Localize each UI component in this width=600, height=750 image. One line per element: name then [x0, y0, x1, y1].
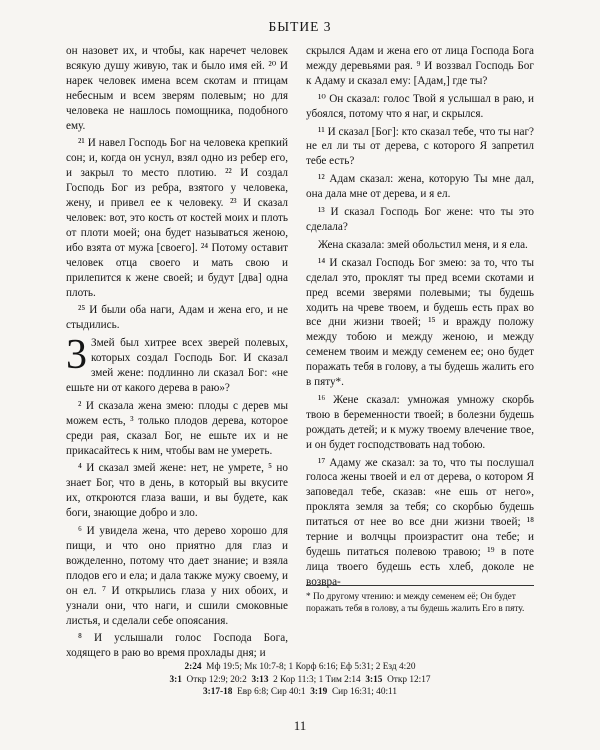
footnote-divider: [306, 585, 534, 586]
xref-text: Евр 6:8; Сир 40:1: [237, 687, 306, 698]
xref-ref: 3:15: [365, 674, 383, 685]
xref-line: [60, 686, 540, 699]
paragraph: ¹¹ И сказал [Бог]: кто сказал тебе, что ты наг? не ел ли ты от дерева, с которого Я запретил тебе есть?: [306, 125, 534, 168]
right-column: [306, 44, 534, 593]
xref-text: 2 Кор 11:3; 1 Тим 2:14: [273, 674, 361, 685]
paragraph: ¹⁷ Адаму же сказал: за то, что ты послушал голоса жены твоей и ел от дерева, о котором Я заповедал тебе, сказав: «не ешь от него», проклята земля за тебя; со скорбью будешь питаться от нее во все дни жизни твоей; ¹⁸ терние и волчцы произрастит она тебе; и будешь питаться полевою травою; ¹⁹ в поте лица твоего будешь есть хлеб, доколе не возвра-: [306, 456, 534, 588]
xref-ref: 2:24: [184, 662, 202, 672]
paragraph: ⁸ И услышали голос Господа Бога, ходящего в раю во время прохлады дня; и: [66, 632, 288, 660]
paragraph: Жена сказала: змей обольстил меня, и я ела.: [318, 238, 528, 251]
chapter-start-paragraph: [66, 332, 288, 396]
chapter-drop-cap: 3: [66, 332, 87, 379]
paragraph: ² И сказала жена змею: плоды с дерев мы можем есть, ³ только плодов дерева, которое среди рая, сказал Бог, не ешьте их и не прикасайтесь к ним, чтобы вам не умереть.: [66, 399, 288, 457]
paragraph: ⁶ И увидела жена, что дерево хорошо для пищи, и что оно приятно для глаз и вожделенно, потому что дает знание; и взяла плодов его и ела; и дала также мужу своему, и он ел. ⁷ И открылись глаза у них обоих, и узнали они, что наги, и сшили смоковные листья, и сделали себе опоясания.: [66, 525, 288, 627]
paragraph-text: Змей был хитрее всех зверей полевых, которых создал Господь Бог. И сказал змей жене: подлинно ли сказал Бог: «не ешьте ни от какого дерева в раю»?: [66, 337, 288, 394]
xref-text: Откр 12:17: [387, 674, 431, 685]
page-number: 11: [293, 718, 307, 733]
paragraph: ¹² Адам сказал: жена, которую Ты мне дал, она дала мне от дерева, и я ел.: [306, 173, 534, 201]
paragraph: скрылся Адам и жена его от лица Господа Бога между деревьями рая. ⁹ И воззвал Господь Бог к Адаму и сказал ему: [Адам,] где ты?: [306, 45, 534, 87]
paragraph: он назовет их, и чтобы, как наречет человек всякую душу живую, так и было имя ей. ²⁰ И нарек человек имена всем скотам и птицам небесным и всем зверям полевым; но для человека не нашлось помощника, подобного ему.: [66, 45, 288, 132]
xref-text: Мф 19:5; Мк 10:7-8; 1 Корф 6:16; Еф 5:31; 2 Езд 4:20: [206, 662, 416, 672]
paragraph: ¹⁴ И сказал Господь Бог змею: за то, что ты сделал это, проклят ты пред всеми скотами и пред всеми зверями полевыми; ты будешь ходить на чреве твоем, и будешь есть прах во все дни жизни твоей; ¹⁵ и вражду положу между тобою и между женою, и между семенем твоим и между семенем ее; оно будет поражать тебя в голову, а ты будешь жалить его в пяту*.: [306, 256, 534, 389]
footnote: * По другому чтению: и между семенем её; Он будет поражать тебя в голову, а ты будешь жалить Его в пяту.: [306, 592, 525, 614]
paragraph: ¹⁰ Он сказал: голос Твой я услышал в раю, и убоялся, потому что я наг, и скрылся.: [306, 92, 534, 120]
xref-ref: 3:19: [310, 687, 328, 698]
paragraph: ²⁵ И были оба наги, Адам и жена его, и не стыдились.: [66, 304, 288, 332]
paragraph: ²¹ И навел Господь Бог на человека крепкий сон; и, когда он уснул, взял одно из ребер его, и закрыл то место плотию. ²² И создал Господь Бог из ребра, взятого у человека, жену, и привел ее к человеку. ²³ И сказал человек: вот, это кость от костей моих и плоть от плоти моей; она будет называться женою, ибо взята от мужа [своего]. ²⁴ Потому оставит человек отца своего и мать свою и прилепится к жене своей; и будут [два] одна плоть.: [66, 137, 288, 299]
xref-ref: 3:17-18: [202, 687, 233, 698]
paragraph: ¹⁶ Жене сказал: умножая умножу скорбь твою в беременности твоей; в болезни будешь рождать детей; и к мужу твоему влечение твое, и он будет господствовать над тобою.: [306, 393, 534, 451]
paragraph: ⁴ И сказал змей жене: нет, не умрете, ⁵ но знает Бог, что в день, в который вы вкусите их, откроются глаза ваши, и вы будете, как боги, знающие добро и зло.: [66, 462, 288, 520]
xref-ref: 3:13: [251, 674, 269, 685]
running-header: БЫТИЕ 3: [268, 19, 332, 34]
xref-line: [60, 674, 540, 687]
xref-line: [60, 661, 540, 674]
xref-text: Откр 12:9; 20:2: [186, 674, 247, 685]
left-column: [66, 44, 288, 664]
cross-references: [60, 661, 540, 699]
paragraph: ¹³ И сказал Господь Бог жене: что ты это сделала?: [306, 206, 534, 233]
xref-ref: 3:1: [169, 674, 182, 685]
xref-text: Сир 16:31; 40:11: [331, 687, 398, 698]
